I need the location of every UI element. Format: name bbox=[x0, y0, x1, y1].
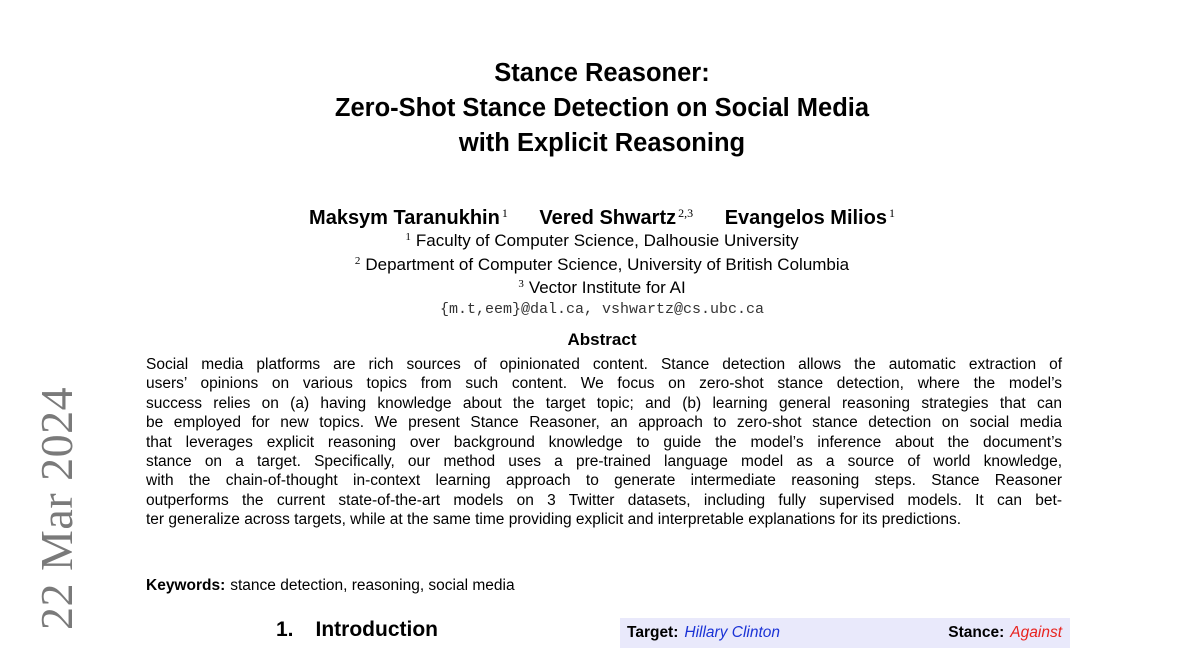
affil-number: 3 bbox=[518, 278, 524, 290]
keywords-label: Keywords: bbox=[146, 577, 226, 594]
author-name: Vered Shwartz bbox=[539, 207, 677, 229]
section-heading-introduction bbox=[276, 618, 438, 642]
affil-text: Vector Institute for AI bbox=[528, 278, 686, 297]
affil-number: 1 bbox=[405, 231, 411, 243]
abstract-line: be employed for new topics. We present Stance Reasoner, an approach to zero-shot stance detection on social media bbox=[146, 414, 1062, 432]
abstract-line: Social media platforms are rich sources of opinionated content. Stance detection allows the automatic extraction of bbox=[146, 356, 1062, 373]
abstract-line: success relies on (a) having knowledge about the target topic; and (b) learning general reasoning strategies that can bbox=[146, 394, 1062, 412]
author-affil-mark: 2,3 bbox=[678, 206, 694, 220]
abstract-line: outperforms the current state-of-the-art models on 3 Twitter datasets, including fully supervised models. It can bet- bbox=[146, 491, 1062, 509]
abstract-line: ter generalize across targets, while at the same time providing explicit and interpretable explanations for its predictions. bbox=[146, 511, 962, 529]
author-affil-mark: 1 bbox=[888, 206, 895, 220]
affil-number: 2 bbox=[354, 255, 361, 267]
author-affil-mark: 1 bbox=[501, 206, 508, 220]
arxiv-date-stamp: 22 Mar 2024 bbox=[31, 386, 82, 630]
example-stance bbox=[948, 624, 1062, 642]
keywords bbox=[146, 577, 515, 595]
stance-label: Stance: bbox=[948, 624, 1005, 641]
title-line-1: Stance Reasoner: bbox=[494, 59, 710, 87]
affiliation-3 bbox=[0, 273, 1200, 299]
abstract-line: with the chain-of-thought in-context learning approach to generate intermediate reasoning steps. Stance Reasoner bbox=[146, 472, 1062, 490]
paper-title bbox=[0, 56, 1200, 161]
abstract-line: stance on a target. Specifically, our method uses a pre-trained language model as a source of world knowledge, bbox=[146, 453, 1062, 471]
target-label: Target: bbox=[627, 624, 679, 641]
affil-text: Department of Computer Science, University of British Columbia bbox=[365, 255, 850, 274]
stance-value: Against bbox=[1010, 624, 1062, 641]
title-line-3: with Explicit Reasoning bbox=[458, 129, 746, 157]
abstract-line: users’ opinions on various topics from such content. We focus on zero-shot stance detection, where the model’s bbox=[146, 375, 1062, 393]
target-value: Hillary Clinton bbox=[684, 624, 781, 641]
affiliation-1 bbox=[0, 226, 1200, 252]
keywords-text: stance detection, reasoning, social media bbox=[230, 577, 515, 594]
abstract-line: that leverages explicit reasoning over background knowledge to guide the model’s inference about the document’s bbox=[146, 433, 1062, 451]
example-target bbox=[627, 624, 780, 642]
section-title: Introduction bbox=[315, 618, 438, 641]
affil-text: Faculty of Computer Science, Dalhousie University bbox=[415, 231, 799, 250]
author-name: Maksym Taranukhin bbox=[309, 207, 500, 229]
author-name: Evangelos Milios bbox=[724, 207, 887, 229]
author-emails: {m.t,eem}@dal.ca, vshwartz@cs.ubc.ca bbox=[439, 301, 765, 318]
abstract-body bbox=[146, 355, 1062, 530]
stance-example-box bbox=[620, 618, 1070, 648]
section-number: 1. bbox=[276, 618, 294, 641]
abstract-heading: Abstract bbox=[567, 330, 637, 349]
title-line-2: Zero-Shot Stance Detection on Social Media bbox=[334, 94, 870, 122]
